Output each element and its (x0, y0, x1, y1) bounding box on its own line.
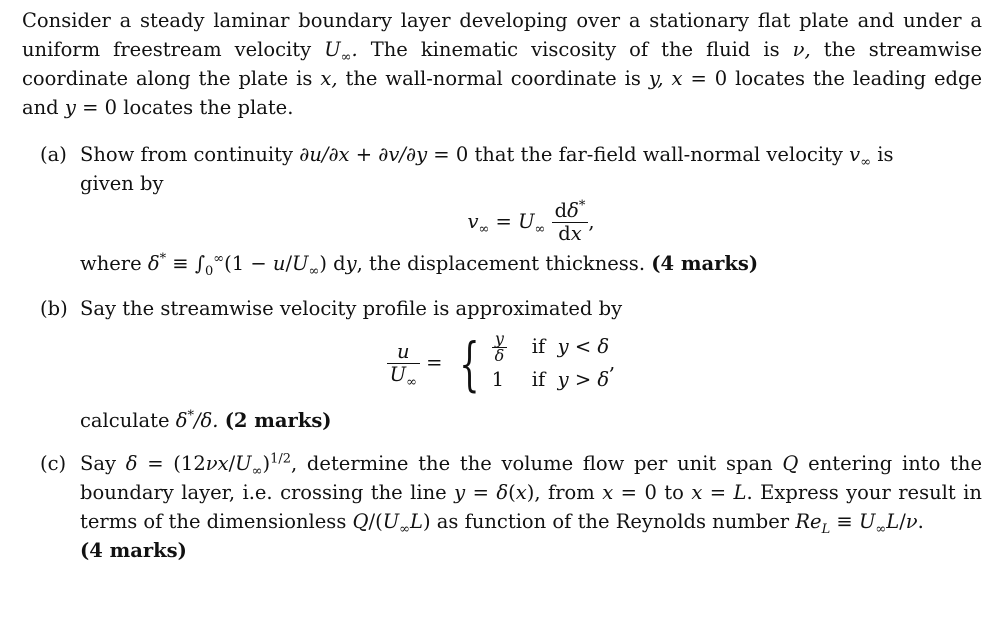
part-b-label: (b) (40, 297, 68, 320)
intro-paragraph (22, 6, 982, 122)
part-a-text: Show from continuity (80, 143, 294, 166)
part-a-text: that the far-field wall-normal velocity (474, 143, 843, 166)
case-if: if (531, 368, 546, 391)
math-delta-def: $\delta = (12\nu x/U_\infty)^{1/2}$, (125, 451, 298, 479)
intro-line-1: Consider a steady laminar boundary layer developing over a stationary flat plate and under (22, 9, 962, 32)
math-reynolds: $Re_L \equiv U_\infty L/\nu$. (795, 510, 924, 537)
math-y0: y (64, 96, 76, 119)
part-a-marks: (4 marks) (651, 252, 759, 275)
part-c-text: Express your result in (760, 481, 982, 504)
math-freestream: $U_\infty$. (324, 38, 358, 65)
part-b-text: calculate (80, 409, 170, 432)
math-eq: = 0 (82, 96, 118, 119)
math-dimensionless-Q: $Q/(U_\infty L)$ (352, 510, 431, 537)
part-c-text: as function of the Reynolds number (436, 510, 790, 533)
math-ratio: δ*/δ. (175, 408, 219, 432)
part-c-text: terms of the dimensionless (80, 510, 347, 533)
case-if: if (531, 335, 546, 358)
part-c-text: entering into the (808, 452, 982, 475)
part-b (22, 294, 982, 435)
part-c-text: determine the the volume flow per unit span (306, 452, 773, 475)
part-a-text: the displacement thickness. (369, 252, 646, 275)
math-line: y = δ(x), (454, 481, 541, 504)
part-c-text: from (548, 481, 595, 504)
part-b-marks: (2 marks) (224, 409, 332, 432)
part-a-label: (a) (40, 143, 67, 166)
math-vinf: $v_\infty$ (849, 143, 872, 170)
intro-text: The kinematic viscosity of the fluid is (370, 38, 780, 61)
part-c-text: to (664, 481, 684, 504)
math-x: x, (320, 67, 338, 90)
intro-text: locates the plate. (123, 96, 294, 119)
math-displacement-thickness: $\delta^* \equiv \int_0^\infty(1 - u/U_\infty)$ dy, (147, 251, 363, 279)
math-Q: Q (782, 452, 799, 475)
math-y: y, x (648, 67, 683, 90)
part-a-text: where (80, 252, 142, 275)
part-a-text: is (877, 143, 894, 166)
part-c-text: boundary layer, i.e. crossing the line (80, 481, 447, 504)
intro-text: locates the leading edge (735, 67, 983, 90)
part-a (22, 140, 982, 278)
intro-text: the streamwise (823, 38, 983, 61)
part-a-text: given by (80, 172, 164, 195)
math-nu: ν, (792, 38, 811, 61)
math-x0: x = 0 (602, 481, 657, 504)
part-c-marks: (4 marks) (80, 539, 187, 562)
intro-text: a uniform freestream velocity (22, 9, 982, 61)
intro-text: the wall-normal coordinate is (345, 67, 641, 90)
part-c-text: Say (80, 452, 117, 475)
math-eq: = 0 (690, 67, 728, 90)
part-c (22, 449, 982, 565)
equation-profile: $\frac{u}{U_\infty}$ = { $\frac{y}{\delta}$ if y < δ 1 if y > δ , (20, 331, 982, 396)
intro-text: coordinate along the plate is (22, 67, 313, 90)
math-xL: x = L. (691, 481, 753, 504)
part-b-text: Say the streamwise velocity profile is approximated by (80, 297, 623, 320)
math-continuity: ∂u/∂x + ∂v/∂y = 0 (299, 143, 469, 166)
equation-vinf: $v_\infty = U_\infty$ $\frac{d\delta^*}{dx}$ , (467, 198, 595, 245)
part-c-label: (c) (40, 452, 67, 475)
intro-text: and (22, 96, 59, 119)
